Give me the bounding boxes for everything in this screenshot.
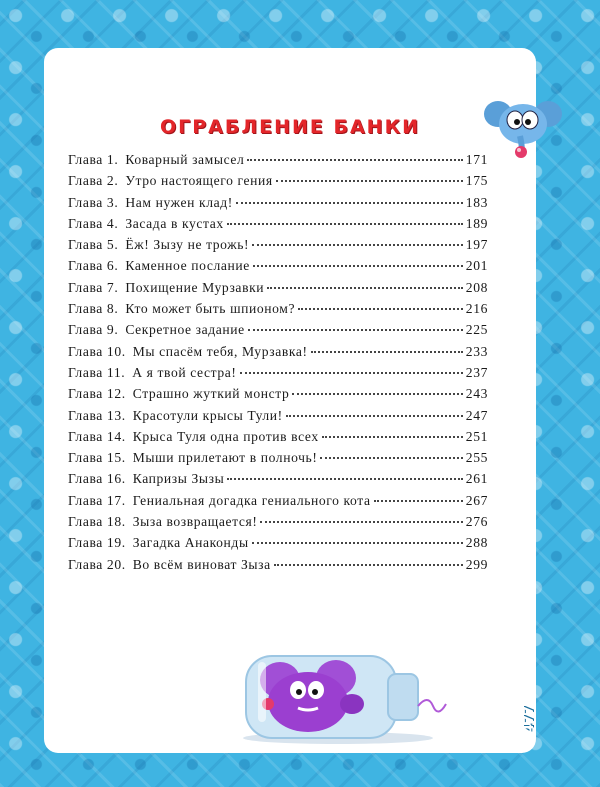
toc-entry: [68, 216, 488, 237]
chapter-title: А я твой сестра!: [132, 364, 237, 380]
chapter-title: Коварный замысел: [125, 152, 245, 167]
chapter-number: Глава 14.: [68, 428, 126, 444]
chapter-title: Нам нужен клад!: [125, 194, 233, 210]
chapter-number: Глава 18.: [68, 514, 126, 530]
chapter-page: 197: [465, 237, 488, 253]
chapter-number: Глава 9.: [68, 322, 119, 338]
chapter-page: 251: [465, 428, 488, 444]
toc-entry: [68, 429, 488, 450]
dot-leader: [253, 265, 463, 267]
toc-entry: [68, 471, 488, 492]
chapter-title: Мыши прилетают в полночь!: [132, 450, 318, 466]
chapter-page: 189: [465, 215, 488, 231]
toc-entry: [68, 344, 488, 365]
dot-leader: [292, 393, 462, 395]
toc-entry: [68, 386, 488, 407]
dot-leader: [227, 478, 462, 480]
chapter-number: Глава 16.: [68, 471, 126, 487]
chapter-page: 233: [465, 343, 488, 359]
chapter-page: 267: [465, 492, 488, 508]
toc-entry: [68, 408, 488, 429]
toc-entry: [68, 173, 488, 194]
chapter-number: Глава 17.: [68, 492, 126, 508]
page-title: ОГРАБЛЕНИЕ БАНКИ: [159, 116, 421, 138]
chapter-page: 288: [465, 535, 488, 551]
dot-leader: [227, 223, 463, 225]
chapter-number: Глава 11.: [68, 364, 126, 380]
toc-entry: [68, 280, 488, 301]
toc-entry: [68, 493, 488, 514]
chapter-number: Глава 19.: [68, 535, 126, 551]
chapter-page: 261: [465, 471, 488, 487]
dot-leader: [320, 457, 462, 459]
chapter-page: 208: [465, 279, 488, 295]
chapter-number: Глава 10.: [68, 343, 126, 359]
dot-leader: [276, 180, 463, 182]
chapter-number: Глава 2.: [68, 173, 119, 189]
chapter-page: 171: [465, 152, 488, 167]
chapter-page: 201: [465, 258, 488, 274]
dot-leader: [311, 351, 463, 353]
dot-leader: [260, 521, 462, 523]
dot-leader: [267, 287, 463, 289]
chapter-title: Зыза возвращается!: [132, 514, 258, 530]
toc-entry: [68, 258, 488, 279]
book-page: [44, 48, 536, 753]
chapter-title: Капризы Зызы: [132, 471, 225, 487]
dot-leader: [322, 436, 463, 438]
dot-leader: [248, 329, 463, 331]
chapter-title: Страшно жуткий монстр: [132, 386, 290, 402]
toc-entry: [68, 450, 488, 471]
chapter-title: Красотули крысы Тули!: [132, 407, 283, 423]
chapter-number: Глава 4.: [68, 215, 119, 231]
chapter-number: Глава 7.: [68, 279, 119, 295]
chapter-title: Секретное задание: [125, 322, 245, 338]
dot-leader: [240, 372, 463, 374]
toc-entry: [68, 514, 488, 535]
chapter-number: Глава 1.: [68, 152, 119, 167]
dot-leader: [374, 500, 463, 502]
table-of-contents: [68, 152, 488, 578]
toc-entry: [68, 152, 488, 173]
chapter-title: Гениальная догадка гениального кота: [132, 492, 371, 508]
toc-entry: [68, 535, 488, 556]
chapter-title: Засада в кустах: [125, 215, 224, 231]
chapter-title: Утро настоящего гения: [125, 173, 273, 189]
chapter-number: Глава 5.: [68, 237, 119, 253]
chapter-title: Во всём виноват Зыза: [132, 556, 271, 572]
chapter-title: Мы спасём тебя, Мурзавка!: [132, 343, 308, 359]
chapter-title: Похищение Мурзавки: [125, 279, 265, 295]
chapter-title: Ёж! Зызу не трожь!: [125, 237, 250, 253]
dot-leader: [286, 415, 463, 417]
toc-entry: [68, 557, 488, 578]
chapter-title: Крыса Туля одна против всех: [132, 428, 319, 444]
chapter-page: 243: [465, 386, 488, 402]
chapter-number: Глава 12.: [68, 386, 126, 402]
toc-entry: [68, 322, 488, 343]
chapter-number: Глава 13.: [68, 407, 126, 423]
chapter-number: Глава 6.: [68, 258, 119, 274]
chapter-number: Глава 8.: [68, 301, 119, 317]
chapter-page: 183: [465, 194, 488, 210]
mouse-in-jar-illustration: [228, 646, 458, 746]
chapter-page: 255: [465, 450, 488, 466]
dot-leader: [252, 542, 463, 544]
chapter-page: 276: [465, 514, 488, 530]
chapter-title: Кто может быть шпионом?: [125, 301, 296, 317]
toc-entry: [68, 237, 488, 258]
chapter-number: Глава 20.: [68, 556, 126, 572]
toc-entry: [68, 301, 488, 322]
chapter-page: 299: [465, 556, 488, 572]
chapter-page: 225: [465, 322, 488, 338]
chapter-number: Глава 15.: [68, 450, 126, 466]
chapter-page: 175: [465, 173, 488, 189]
chapter-page: 216: [465, 301, 488, 317]
page-number: 477: [522, 705, 538, 734]
chapter-page: 237: [465, 364, 488, 380]
dot-leader: [247, 159, 462, 161]
dot-leader: [236, 202, 463, 204]
dot-leader: [298, 308, 463, 310]
chapter-number: Глава 3.: [68, 194, 119, 210]
chapter-title: Каменное послание: [125, 258, 250, 274]
dot-leader: [252, 244, 463, 246]
dot-leader: [274, 564, 463, 566]
toc-entry: [68, 365, 488, 386]
toc-entry: [68, 195, 488, 216]
chapter-page: 247: [465, 407, 488, 423]
chapter-title: Загадка Анаконды: [132, 535, 249, 551]
